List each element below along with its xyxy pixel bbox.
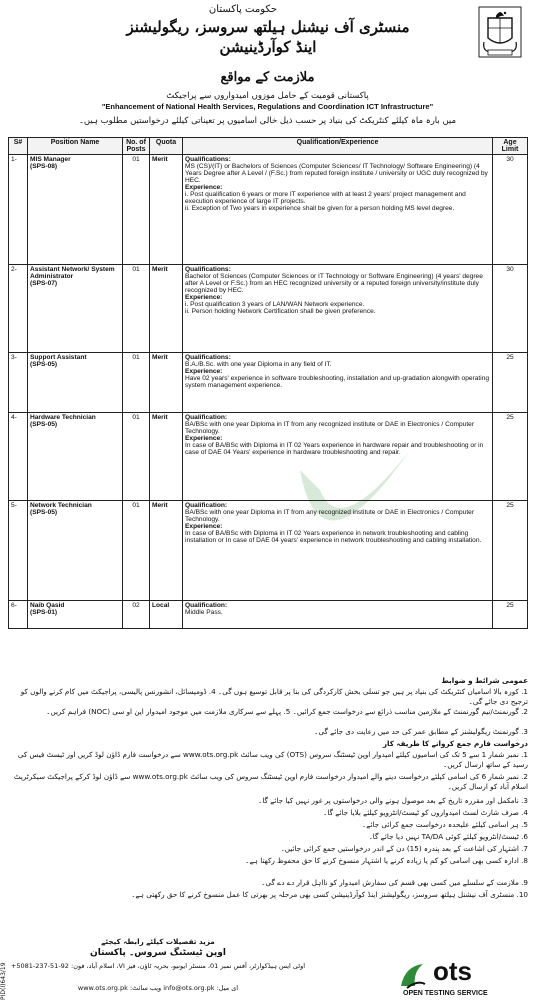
pid-code: PID(I)643/19 bbox=[0, 962, 7, 1000]
intro-line2: میں بارہ ماہ کیلئے کنٹریکٹ کی بنیاد پر حسب ذیل خالی اسامیوں پر تعیناتی کیلئے درخواستیں مطلوب ہیں۔ bbox=[78, 116, 457, 126]
experience-text: In case of BA/BSc with Diploma in IT 02 Years experience in hardware repair and troubleshooting or in case of DAE 04 Years' experience in hardware troubleshooting and repair. bbox=[185, 442, 484, 456]
row-age: 25 bbox=[493, 501, 528, 601]
row-position bbox=[28, 413, 123, 501]
table-row bbox=[9, 413, 528, 501]
experience-item bbox=[185, 191, 490, 205]
experience-item-num: ii. bbox=[185, 205, 190, 212]
application-item: 9. ملازمت کے سلسلے میں کسی بھی قسم کی سفارش امیدوار کو نااہل قرار دے دے گی۔ bbox=[261, 878, 528, 887]
ots-address: اوٹی ایس ہیڈکوارٹر، آفس نمبر 01، منسٹر ایونیو، بحریہ ٹاؤن، فیز VI، اسلام آباد، فون: 92-51-237-5081+ bbox=[10, 962, 306, 970]
row-qualification bbox=[183, 265, 493, 353]
experience-item-num: ii. bbox=[185, 308, 190, 315]
row-qualification bbox=[183, 353, 493, 413]
position-grade: (SPS-05) bbox=[30, 421, 58, 428]
row-posts: 02 bbox=[123, 601, 150, 629]
row-qualification bbox=[183, 155, 493, 265]
row-qualification bbox=[183, 601, 493, 629]
row-sr: 3- bbox=[9, 353, 28, 413]
experience-item bbox=[185, 308, 490, 315]
qualification-text: B.A./B.Sc. with one year Diploma in any field of IT. bbox=[185, 361, 332, 368]
header bbox=[8, 4, 528, 68]
row-age: 30 bbox=[493, 155, 528, 265]
experience-item bbox=[185, 205, 490, 212]
qualification-text: Middle Pass. bbox=[185, 609, 223, 616]
qualification-label: Qualification: bbox=[185, 414, 228, 421]
position-name: Naib Qasid bbox=[30, 602, 65, 609]
ots-logo-subtitle: OPEN TESTING SERVICE bbox=[403, 990, 488, 997]
experience-item bbox=[185, 301, 490, 308]
experience-label: Experience: bbox=[185, 435, 223, 442]
ots-logo-text: ots bbox=[433, 956, 472, 986]
experience-label: Experience: bbox=[185, 184, 223, 191]
qualification-text: BA/BSc with one year Diploma in IT from any recognized institute or DAE in Electronics / Computer Technology. bbox=[185, 421, 475, 435]
row-quota: Merit bbox=[150, 353, 183, 413]
jobs-banner-title: ملازمت کے مواقع bbox=[220, 70, 315, 85]
general-conditions-title: عمومی شرائط و ضوابط bbox=[441, 676, 528, 685]
qualification-label: Qualifications: bbox=[185, 266, 231, 273]
experience-label: Experience: bbox=[185, 368, 223, 375]
position-grade: (SPS-07) bbox=[30, 280, 58, 287]
experience-text: In case of BA/BSc with Diploma in IT 02 Years experience in network troubleshooting and cabling installation or In case of DAE 04 years' experience in network troubleshooting and cabling installation. bbox=[185, 530, 482, 544]
table-row bbox=[9, 501, 528, 601]
header-position: Position Name bbox=[28, 138, 123, 155]
row-quota: Merit bbox=[150, 413, 183, 501]
more-info-label: مزید تفصیلات کیلئے رابطہ کیجئے bbox=[101, 937, 215, 946]
experience-item-text: Post qualification 3 years of LAN/WAN Network experience. bbox=[190, 301, 365, 308]
row-posts: 01 bbox=[123, 265, 150, 353]
row-quota: Merit bbox=[150, 155, 183, 265]
position-name: MIS Manager bbox=[30, 156, 71, 163]
ministry-title-line1: منسٹری آف نیشنل ہیلتھ سروسز، ریگولیشنز bbox=[126, 18, 410, 36]
position-name: Network Technician bbox=[30, 502, 92, 509]
position-grade: (SPS-01) bbox=[30, 609, 58, 616]
application-item: 5. ہر اسامی کیلئے علیحدہ درخواست جمع کرائی جائے۔ bbox=[362, 820, 528, 829]
experience-item-text: Post qualification 6 years or more IT experience with at least 2 years' project management and execution experience of large IT projects. bbox=[185, 191, 466, 205]
qualification-label: Qualification: bbox=[185, 602, 228, 609]
ots-name-urdu: اوپن ٹیسٹنگ سروس۔ پاکستان bbox=[90, 948, 226, 958]
row-posts: 01 bbox=[123, 155, 150, 265]
row-position bbox=[28, 601, 123, 629]
general-condition-item: 1. کورہ بالا اسامیاں کنٹریکٹ کی بنیاد پر ہیں جو تسلی بخش کارکردگی کی بنا پر قابل توسیع ہوں گی۔ 4. ڈومیسائل، انشورنس پالیسی، پراجیکٹ میں کام کرنے والوں کو ترجیح دی جائے گی۔ bbox=[20, 687, 528, 706]
row-sr: 6- bbox=[9, 601, 28, 629]
pakistan-emblem-icon bbox=[478, 6, 522, 58]
row-position bbox=[28, 501, 123, 601]
qualification-text: BA/BSc with one year Diploma in IT from any recognized institute or DAE in Electronics / Computer Technology. bbox=[185, 509, 475, 523]
row-position bbox=[28, 155, 123, 265]
experience-item-num: i. bbox=[185, 301, 189, 308]
header-sr: S# bbox=[9, 138, 28, 155]
application-item: 8. ادارہ کسی بھی اسامی کو کم یا زیادہ کرنے یا اشتہار منسوخ کرنے کا حق محفوظ رکھتا ہے۔ bbox=[245, 856, 528, 865]
position-grade: (SPS-05) bbox=[30, 361, 58, 368]
application-item: 6. ٹیسٹ/انٹرویو کیلئے کوئی TA/DA نہیں دیا جائے گا۔ bbox=[368, 832, 528, 841]
table-row bbox=[9, 155, 528, 265]
qualification-text: MS (CS)/(IT) or Bachelors of Sciences (Computer Sciences/ IT Technology/ Software Engineering) (4 Years Degree after A Level / (F.Sc.) from reputed foreign institute / university or UGC duly recognized by HEC. bbox=[185, 163, 488, 184]
general-condition-item: 2. گورنمنٹ/نیم گورنمنٹ کے ملازمین مناسب ذرائع سے درخواست جمع کرائیں۔ 5. پہلے سے سرکاری ملازمت میں موجود امیدوار این او سی (NOC) فراہم کریں۔ bbox=[46, 707, 528, 716]
application-item: 3. نامکمل اور مقررہ تاریخ کے بعد موصول ہونے والی درخواستوں پر غور نہیں کیا جائے گا۔ bbox=[258, 796, 528, 805]
application-item: 4. صرف شارٹ لسٹ امیدواروں کو ٹیسٹ/انٹرویو کیلئے بلایا جائے گا۔ bbox=[323, 808, 528, 817]
project-title: "Enhancement of National Health Services, Regulations and Coordination ICT Infrastructure" bbox=[101, 102, 434, 111]
application-item: 1. نمبر شمار 1 سے 5 تک کی اسامیوں کیلئے امیدوار اوپن ٹیسٹنگ سروس (OTS) کی ویب سائٹ www.ots.org.pk سے درخواست فارم ڈاؤن لوڈ کریں اور ٹیسٹ فیس کی رسید کے ساتھ ارسال کریں۔ bbox=[17, 750, 528, 769]
qualification-label: Qualifications: bbox=[185, 354, 231, 361]
row-sr: 4- bbox=[9, 413, 28, 501]
row-posts: 01 bbox=[123, 353, 150, 413]
position-name: Assistant Network/ System Administrator bbox=[30, 266, 115, 280]
position-grade: (SPS-08) bbox=[30, 163, 58, 170]
header-quota: Quota bbox=[150, 138, 183, 155]
application-item: 2. نمبر شمار 6 کی اسامی کیلئے درخواست دینے والے امیدوار درخواست فارم اوپن ٹیسٹنگ سروس کی ویب سائٹ www.ots.org.pk سے ڈاؤن لوڈ کرکے پراجیکٹ سیکرٹریٹ اسلام آباد کو ارسال کریں۔ bbox=[13, 772, 528, 791]
row-qualification bbox=[183, 501, 493, 601]
qualification-text: Bachelor of Sciences (Computer Sciences or IT Technology or Software Engineering) (4 years' degree after A Level or F.Sc.) from an HEC recognized university or a reputed foreign university/institute duly recognized by HEC. bbox=[185, 273, 483, 294]
qualification-label: Qualification: bbox=[185, 502, 228, 509]
experience-item-num: i. bbox=[185, 191, 189, 198]
row-sr: 1- bbox=[9, 155, 28, 265]
position-name: Hardware Technician bbox=[30, 414, 96, 421]
header-qualification: Qualification/Experience bbox=[183, 138, 493, 155]
application-title: درخواست فارم جمع کروانے کا طریقہ کار bbox=[382, 739, 528, 748]
table-row bbox=[9, 265, 528, 353]
table-header-row bbox=[9, 138, 528, 155]
row-quota: Local bbox=[150, 601, 183, 629]
application-item: 7. اشتہار کی اشاعت کے بعد پندرہ (15) دن کے اندر درخواستیں جمع کرائی جائیں۔ bbox=[280, 844, 528, 853]
experience-item-text: Person holding Network Certification shall be given preference. bbox=[191, 308, 376, 315]
intro-line1: پاکستانی قومیت کے حامل موزوں امیدواروں سے پراجیکٹ bbox=[166, 91, 369, 101]
row-posts: 01 bbox=[123, 501, 150, 601]
row-qualification bbox=[183, 413, 493, 501]
row-quota: Merit bbox=[150, 501, 183, 601]
row-quota: Merit bbox=[150, 265, 183, 353]
gov-label: حکومت پاکستان bbox=[208, 4, 278, 15]
row-sr: 5- bbox=[9, 501, 28, 601]
application-item: 10. منسٹری آف نیشنل ہیلتھ سروسز، ریگولیشنز اینڈ کوآرڈینیشن کسی بھی مرحلہ پر بھرتی کا عمل منسوخ کرنے کا حق رکھتی ہے۔ bbox=[131, 890, 528, 899]
experience-text: Have 02 years' experience in software troubleshooting, installation and up-gradation alongwith operating system management experience. bbox=[185, 375, 490, 389]
row-position bbox=[28, 265, 123, 353]
experience-label: Experience: bbox=[185, 294, 223, 301]
row-age: 25 bbox=[493, 413, 528, 501]
experience-label: Experience: bbox=[185, 523, 223, 530]
row-age: 30 bbox=[493, 265, 528, 353]
row-age: 25 bbox=[493, 353, 528, 413]
row-age: 25 bbox=[493, 601, 528, 629]
row-position bbox=[28, 353, 123, 413]
header-posts: No. of Posts bbox=[123, 138, 150, 155]
jobs-table bbox=[8, 137, 528, 629]
row-sr: 2- bbox=[9, 265, 28, 353]
ministry-title-line2: اینڈ کوآرڈینیشن bbox=[219, 38, 317, 56]
ots-logo bbox=[395, 956, 515, 1000]
header-age: Age Limit bbox=[493, 138, 528, 155]
position-name: Support Assistant bbox=[30, 354, 87, 361]
table-row bbox=[9, 353, 528, 413]
row-posts: 01 bbox=[123, 413, 150, 501]
experience-item-text: Exception of Two years in experience shall be given for a person holding MS level degree. bbox=[191, 205, 455, 212]
ots-contact: ای میل: info@ots.org.pk ویب سائٹ: www.ots.org.pk bbox=[77, 984, 239, 992]
position-grade: (SPS-05) bbox=[30, 509, 58, 516]
general-condition-item: 3. گورنمنٹ ریگولیشنز کے مطابق عمر کی حد میں رعایت دی جائے گی۔ bbox=[314, 727, 528, 736]
qualification-label: Qualifications: bbox=[185, 156, 231, 163]
table-row bbox=[9, 601, 528, 629]
